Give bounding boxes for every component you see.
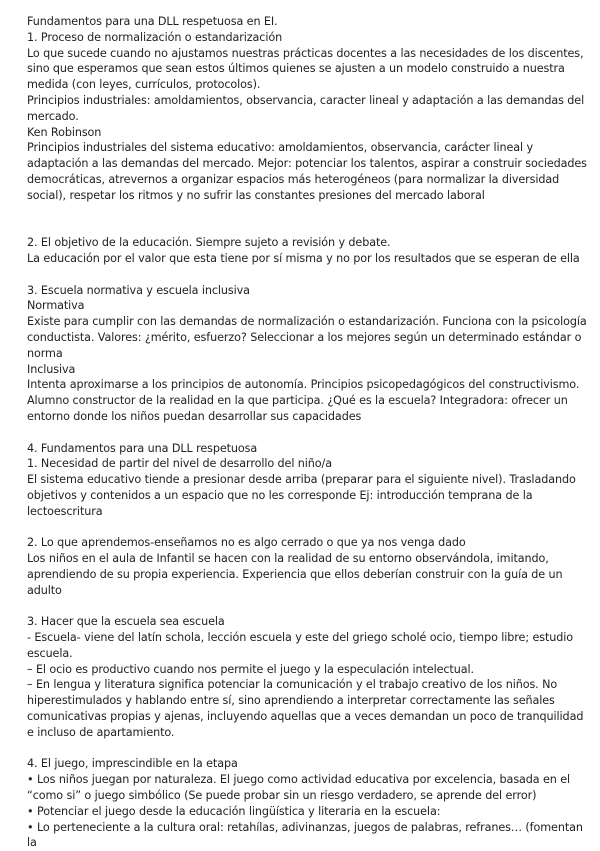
spacer [27, 425, 587, 441]
subsection-1-text: El sistema educativo tiende a presionar desde arriba (preparar para el siguiente nivel). Trasladando objetivos y contenidos a un espacio que no les corresponde Ej: introducción temprana de la lectoescritura [27, 473, 576, 518]
section-1-author: Ken Robinson [27, 125, 102, 139]
section-4-heading: 4. Fundamentos para una DLL respetuosa [27, 441, 258, 455]
subsection-4-item: • Potenciar el juego desde la educación lingüística y literaria en la escuela: [27, 804, 441, 818]
spacer [27, 520, 587, 536]
section-2-paragraph: La educación por el valor que esta tiene por sí misma y no por los resultados que se esperan de ella [27, 251, 580, 265]
subsection-4-item: • Los niños juegan por naturaleza. El juego como actividad educativa por excelencia, basada en el “como si” o juego simbólico (Se puede probar sin un riesgo verdadero, se aprende del error) [27, 773, 571, 803]
spacer [27, 741, 587, 757]
section-1-principles: Principios industriales: amoldamientos, observancia, caracter lineal y adaptación a las demandas del mercado. [27, 93, 585, 123]
subsection-2-heading: 2. Lo que aprendemos-enseñamos no es algo cerrado o que ya nos venga dado [27, 536, 466, 550]
subsection-4-item: • Lo perteneciente a la cultura oral: retahílas, adivinanzas, juegos de palabras, refranes… (fomentan la [27, 820, 583, 850]
normativa-label: Normativa [27, 299, 85, 313]
section-1-robinson-paragraph: Principios industriales del sistema educativo: amoldamientos, observancia, carácter lineal y adaptación a las demandas del mercado. Mejor: potenciar los talentos, aspirar a construir sociedades democráticas, atrevernos a organizar espacios más heterogéneos (para normalizar la diversidad social), respetar los ritmos y no sufrir las constantes presiones del mercado laboral [27, 141, 587, 202]
document-title: Fundamentos para una DLL respetuosa en EI. [27, 15, 278, 28]
inclusiva-label: Inclusiva [27, 362, 76, 376]
section-3-heading: 3. Escuela normativa y escuela inclusiva [27, 283, 250, 297]
spacer [27, 267, 587, 283]
subsection-3-item: – En lengua y literatura significa potenciar la comunicación y el trabajo creativo de los niños. No hiperestimulados y hablando entre sí, sino aprendiendo a interpretar correctamente las señales comunicativas propias y ajenas, incluyendo aquellas que a veces demandan un poco de tranquilidad e incluso de apartamiento. [27, 678, 584, 739]
subsection-3-item: - Escuela- viene del latín schola, lección escuela y este del griego scholé ocio, tiempo libre; estudio escuela. [27, 631, 573, 660]
section-1-paragraph: Lo que sucede cuando no ajustamos nuestras prácticas docentes a las necesidades de los discentes, sino que esperamos que sean estos últimos quienes se ajusten a un modelo construido a nuestra medida (con leyes, currículos, protocolos). [27, 46, 584, 92]
subsection-1-heading: 1. Necesidad de partir del nivel de desarrollo del niño/a [27, 457, 332, 471]
subsection-4-heading: 4. El juego, imprescindible en la etapa [27, 757, 238, 771]
subsection-3-heading: 3. Hacer que la escuela sea escuela [27, 615, 225, 629]
inclusiva-text: Intenta aproximarse a los principios de autonomía. Principios psicopedagógicos del constructivismo. Alumno constructor de la realidad en la que participa. ¿Qué es la escuela? Integradora: ofrecer un entorno donde los niños puedan desarrollar sus capacidades [27, 378, 580, 423]
section-2-heading: 2. El objetivo de la educación. Siempre sujeto a revisión y debate. [27, 236, 391, 250]
section-1-heading: 1. Proceso de normalización o estandarización [27, 30, 283, 44]
subsection-2-text: Los niños en el aula de Infantil se hacen con la realidad de su entorno observándola, imitando, aprendiendo de su propia experiencia. Experiencia que ellos deberían construir con la guía de un adulto [27, 552, 563, 597]
subsection-3-item: – El ocio es productivo cuando nos permite el juego y la especulación intelectual. [27, 662, 474, 676]
spacer [27, 598, 587, 614]
normativa-text: Existe para cumplir con las demandas de normalización o estandarización. Funciona con la psicología conductista. Valores: ¿mérito, esfuerzo? Seleccionar a los mejores según un determinado estándar o norma [27, 315, 587, 360]
spacer [27, 204, 587, 236]
